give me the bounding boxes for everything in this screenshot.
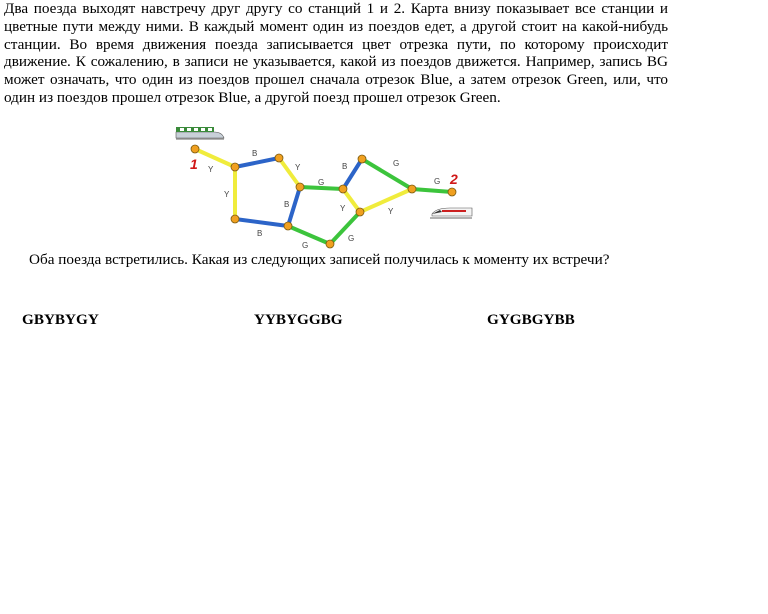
segment-g-i — [330, 212, 360, 244]
station — [231, 215, 239, 223]
segment-label: B — [342, 162, 348, 171]
segment-label: Y — [340, 204, 346, 213]
segment-label: Y — [208, 165, 214, 174]
station — [339, 185, 347, 193]
answer-option-3[interactable]: GYGBGYBB — [487, 311, 575, 328]
segment-label: B — [252, 149, 258, 158]
train-2-icon — [430, 208, 472, 218]
segment-label: G — [348, 234, 355, 243]
segment-label: Y — [388, 207, 394, 216]
segment-d-e — [288, 187, 300, 226]
train-1-icon — [176, 127, 224, 139]
segment-label: B — [257, 229, 263, 238]
answer-option-2[interactable]: YYBYGGBG — [254, 311, 343, 328]
station — [284, 222, 292, 230]
answer-option-1[interactable]: GBYBYGY — [22, 311, 99, 328]
segment-g-s2 — [360, 189, 412, 212]
station-1 — [191, 145, 199, 153]
station — [231, 163, 239, 171]
railway-map — [170, 118, 480, 253]
station-2-label: 2 — [450, 171, 458, 187]
station-2 — [448, 188, 456, 196]
station — [408, 185, 416, 193]
segment-d-f — [300, 187, 343, 189]
station — [326, 240, 334, 248]
segment-a-c — [235, 158, 279, 167]
segment-i-s2 — [412, 189, 452, 192]
station — [275, 154, 283, 162]
segment-label: G — [302, 241, 309, 250]
segment-b-e — [235, 219, 288, 226]
segment-e-g — [288, 226, 330, 244]
station — [296, 183, 304, 191]
segment-s1-a — [195, 149, 235, 167]
problem-text: Два поезда выходят навстречу друг другу со станций 1 и 2. Карта внизу показывает все станции и цветные пути между ними. В каждый момент один из поездов едет, а другой стоит на какой-нибудь станции. Во время движения поезда записывается цвет отрезка пути, по которому происходит движение. К сожалению, в записи не указывается, какой из поездов движется. Например, запись BG может означать, что один из поездов прошел сначала отрезок Blue, а затем отрезок Green, или, что один из поездов прошел отрезок Blue, а другой поезд прошел отрезок Green. — [4, 0, 668, 106]
segment-label: B — [284, 200, 290, 209]
segment-label: Y — [224, 190, 230, 199]
station — [356, 208, 364, 216]
segment-label: Y — [295, 163, 301, 172]
question-text: Оба поезда встретились. Какая из следующих записей получилась к моменту их встречи? — [29, 251, 610, 268]
station-1-label: 1 — [190, 156, 198, 172]
station — [358, 155, 366, 163]
segment-label: G — [434, 177, 441, 186]
segment-label: G — [393, 159, 400, 168]
stations — [191, 145, 456, 248]
segment-h-i — [362, 159, 412, 189]
segment-label: G — [318, 178, 325, 187]
